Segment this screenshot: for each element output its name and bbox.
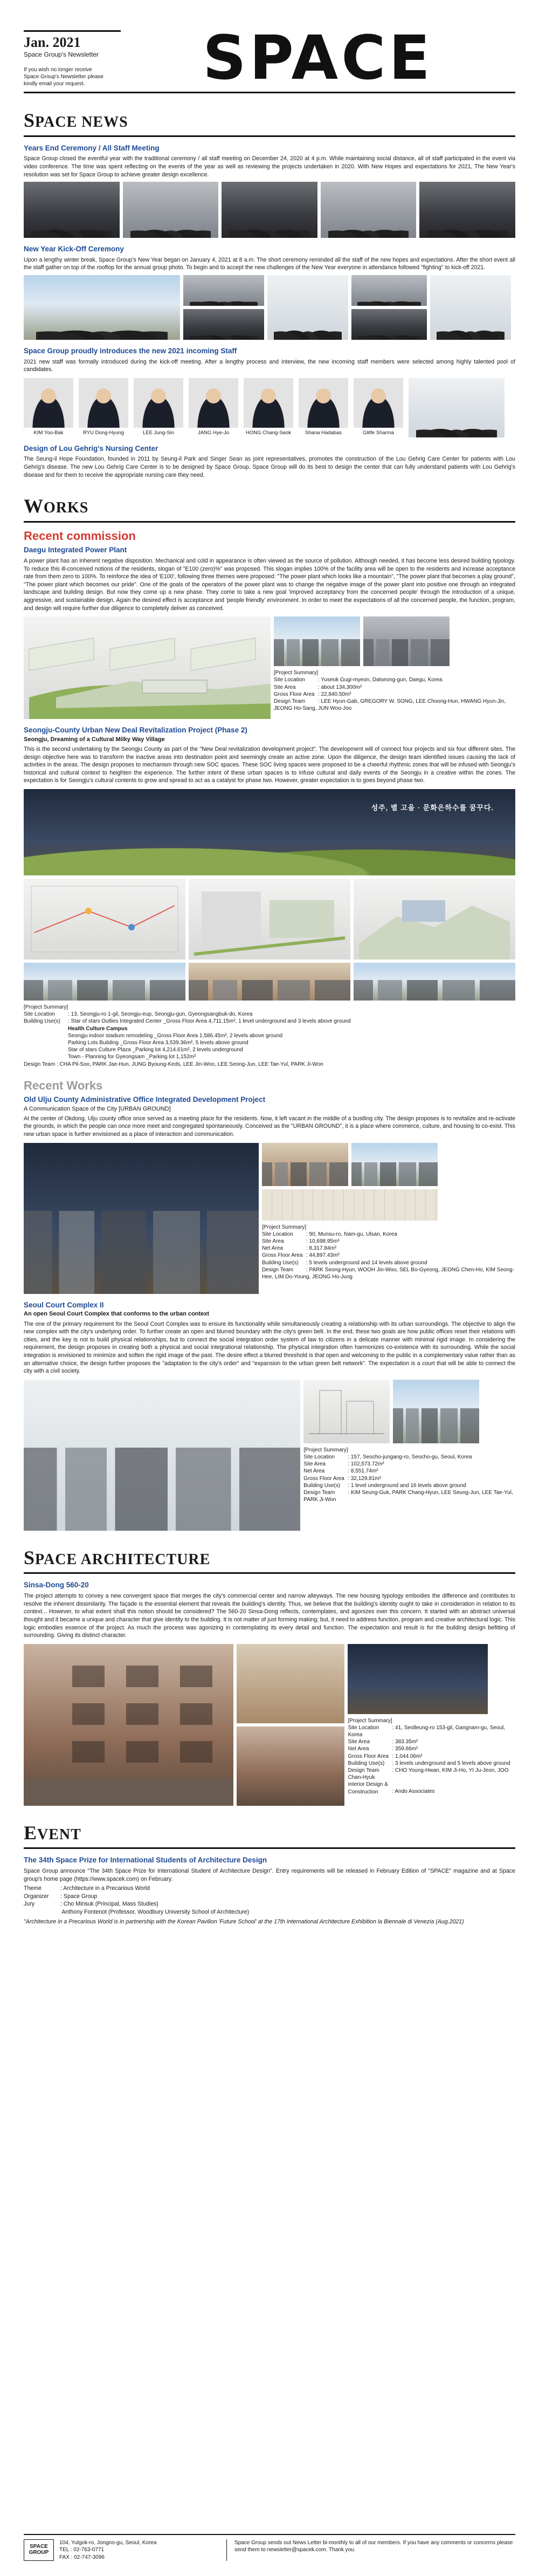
event-photo xyxy=(183,275,264,306)
summary-key: Design Team xyxy=(303,1489,335,1496)
summary-key: Gross Floor Area xyxy=(273,691,315,697)
section-initial: S xyxy=(24,1546,36,1568)
sinsa-right xyxy=(348,1644,515,1806)
interior-render xyxy=(262,1189,438,1221)
summary-key: Site Location xyxy=(303,1454,335,1460)
plan-svg xyxy=(189,879,350,960)
daegu-photos xyxy=(274,616,515,666)
story-lou-gehrig xyxy=(24,444,515,479)
section-label: ORKS xyxy=(44,499,89,517)
event-value: Anthony Fontenot (Professor, Woodbury University School of Architecture) xyxy=(60,1909,250,1916)
section-event xyxy=(24,1820,515,1849)
daegu-diagram xyxy=(24,616,271,719)
summary-value: : 1,044.06m² xyxy=(392,1753,423,1759)
story-title: New Year Kick-Off Ceremony xyxy=(24,245,124,254)
summary-value: : LEE Hyun-Gab, GREGORY W. SONG, LEE Choong-Hun, HWANG Hyun-Jin, JEONG Ho-Sang, JUN Woo-Joo xyxy=(273,698,506,712)
section-initial: S xyxy=(24,109,36,131)
sinsa-facade-photo xyxy=(24,1644,233,1806)
story-body: The Seung-il Hope Foundation, founded in 2011 by Seung-il Park and Singer Sean as joint representatives, promotes the construction of the Lou Gehrig Care Center for patients with Lou Gehrig's disease. The new Lou Gehrig Care Center is to be designed by Space Group. Space Group will do its best to design the center that can fully understand patients with Lou Gehrig's disease and for them to receive the appropriate nursing care they need. xyxy=(24,456,515,478)
event-photo xyxy=(267,275,348,340)
summary-title: [Project Summary] xyxy=(348,1717,392,1724)
summary-row xyxy=(303,1475,515,1482)
portrait-photo xyxy=(79,378,128,428)
event-title: The 34th Space Prize for International Students of Architecture Design xyxy=(24,1856,267,1865)
section-initial: E xyxy=(24,1821,38,1844)
staff-group-photo xyxy=(409,378,505,437)
story-years-end xyxy=(24,143,515,238)
story-title: Space Group proudly introduces the new 2021 incoming Staff xyxy=(24,346,237,355)
event-photo xyxy=(222,182,317,238)
sinsa-detail-photo xyxy=(237,1644,344,1723)
summary-key: Building Use(s) xyxy=(303,1482,341,1489)
event-photo xyxy=(24,182,120,238)
ulju-aerial-render xyxy=(24,1143,259,1294)
summary-key: Building Use(s) xyxy=(261,1259,299,1266)
project-title: Seongju-County Urban New Deal Revitalization Project (Phase 2) xyxy=(24,726,247,735)
summary-row xyxy=(262,1259,515,1266)
summary-key: Site Area xyxy=(303,1461,326,1468)
summary-row xyxy=(262,1245,515,1252)
sinsa-detail-photo xyxy=(237,1727,344,1806)
summary-key: Site Location xyxy=(261,1231,293,1237)
summary-key: Site Location xyxy=(273,677,305,683)
event-photo xyxy=(351,309,427,340)
section-works xyxy=(24,493,515,523)
ulju-images xyxy=(24,1143,515,1294)
event-photo xyxy=(430,275,511,340)
project-body: The one of the primary requirement for the Seoul Court Complex was to ensure its functionality while simultaneously creating a relationship with its urban surroundings. The objective to align the new complex with the city's underlying order. To further create an open and blurred boundary with the city's green belt. In the end, these two goals are how public offices reset their relations with cities, and the key is not to build physical relationships, but to connect the social integration order system of law to citizens in a delicate manner with minimal rigid image. In considering the requirement, the design proposes in creating both a physical and social integrational relationship. The physical integration often harmonizes co-existence with its surrounding. While the social integration is envisioned to minimize and soften the rigid image of the past. The desire effect a blurred threshold is that open and welcoming to the public in a complementary value rather than as an alternative choice, the design further proposes the "adaptation to the city's order" and "expansion to the urban green belt network". The expectation is a court that will be able to connect the city with a civil society. xyxy=(24,1320,515,1375)
summary-key: Site Area xyxy=(348,1739,370,1745)
summary-row xyxy=(303,1461,515,1468)
summary-row xyxy=(348,1767,515,1781)
daegu-images xyxy=(24,616,515,719)
summary-value: : Star of stars Outlies Integrated Center _Gross Floor Area 4,711.15m², 1 level underground and 3 levels above ground xyxy=(68,1018,351,1025)
summary-row xyxy=(303,1468,515,1475)
summary-key: Gross Floor Area xyxy=(348,1753,389,1759)
event-key: Theme xyxy=(24,1885,42,1892)
section-label: PACE NEWS xyxy=(35,114,128,131)
project-body: A power plant has an inherent negative disposition. Mechanical and cold in appearance is often viewed as the source of pollution. Although needed, it has become less desired building typology. To reduce this ill-conceived notions of the residents, slogan of "E100 (zero)%" was proposed. This slogan implies 100% of the facility area will be open to the residents and increase acceptance rate from them zero to 100%. To reinforce the idea of 'E100', following three themes were proposed: "The power plant which looks like a mountain", "The power plant that becomes a play ground", "The power plant which becomes our pride". One of the goals of the operators of the power plant was to change the negative image of the power plant into positive one through an integrated landscape and building design. But now they come up a new phase. They come to take a new goal 'improved acceptancy from the concerned people' through the introduction of a unique, aggressive, and sustainable design. Again the desired effect is acceptance and 'people friendly' environment. In order to meet the expectations of all the concerned people, the function, program, and design will require further due diligence to completely deliver as conceived. xyxy=(24,557,515,612)
summary-row xyxy=(274,698,515,712)
summary-value: : 22,840.50m² xyxy=(317,691,351,697)
footer-address: 104, Yulgok-ro, Jongno-gu, Seoul, Korea xyxy=(59,2539,157,2546)
summary-row xyxy=(262,1266,515,1280)
summary-row xyxy=(274,684,515,691)
project-subtitle: Seongju, Dreaming of a Cultural Milky Way Village xyxy=(24,736,165,743)
staff-name: LEE Jung-Sin xyxy=(142,429,175,436)
seoul-side xyxy=(303,1380,515,1531)
hero-landscape xyxy=(24,828,515,875)
summary-key: Design Team xyxy=(261,1266,294,1273)
story-body: Space Group closed the eventful year with the traditional ceremony / all staff meeting on December 24, 2020 at 4 p.m. While maintaining social distance, all of staff participated in the event via video conference. The time was spent reflecting on the events of the year as well as reviewing the projects undertaken in 2020. With New Hopes and expectations for 2021, The New Year's resolution was set for Space Group to achieve greater design excellence. xyxy=(24,155,515,178)
section-initial: W xyxy=(24,495,44,517)
sinsa-images xyxy=(24,1644,515,1806)
footer-fax: FAX : 02-747-3096 xyxy=(59,2554,105,2560)
staff-name: HONG Chang-Seok xyxy=(246,429,291,436)
event-value: : Cho Minsuk (Principal, Mass Studies) xyxy=(60,1901,158,1908)
recent-commission-heading: Recent commission xyxy=(24,529,136,543)
project-summary xyxy=(24,1004,515,1068)
project-body: The project attempts to convey a new convergent space that merges the city's commercial center and narrow alleyways. The new housing typology embodies the difference and contributes to resolve the inherent dissimilarity. The façade is the essential element that reveals the building's identity. Thus, we believe that the building's identity ought to take in consideration in relation to its context... However, to what extent shall this notion should be considered? The 560-20 Sinsa-Dong reflects, contemplates, and agonizes over this concern. It started with an abstract universal thought and it became a unique and character that give identity to the building. It is not matter of just forming making; but, it need to address function, program and creative architectural logic. This logic embodies essence of the project. As much the process was agonizing in contemplating its every detail and function. The expectation and result is for the building design befitting of surrounding. Giving its distinct character. xyxy=(24,1593,515,1639)
photo-stack xyxy=(351,275,427,340)
seoul-court-render xyxy=(24,1380,300,1531)
summary-value: : Ando Associates xyxy=(392,1789,435,1795)
group-photo xyxy=(24,275,180,340)
summary-key: Gross Floor Area xyxy=(303,1475,344,1482)
seongju-plans xyxy=(24,879,515,960)
section-svg xyxy=(303,1380,390,1443)
unsubscribe-note: If you wish no longer receive Space Group's Newsletter please kindly email your request. xyxy=(24,67,104,87)
summary-value: : 8,317.84m² xyxy=(306,1245,337,1252)
plan-svg xyxy=(354,879,515,960)
summary-key: Gross Floor Area xyxy=(261,1252,303,1259)
portrait-photo xyxy=(299,378,348,428)
issue-date: Jan. 2021 xyxy=(24,35,81,50)
summary-extra-row: Seongju indoor stadium remodeling _Gross Floor Area 1,586.45m², 2 levels above ground xyxy=(68,1032,283,1039)
summary-row xyxy=(348,1738,515,1745)
summary-key: Site Location xyxy=(24,1011,55,1018)
project-title: Old Ulju County Administrative Office Integrated Development Project xyxy=(24,1095,266,1104)
summary-key: Design Team xyxy=(273,698,306,704)
staff-name: KIM Yoo-Bak xyxy=(33,429,64,436)
project-summary xyxy=(303,1447,515,1504)
summary-extra-row: Parking Lots Building _Gross Floor Area 3,539.36m², 5 levels above ground xyxy=(68,1039,248,1046)
section-space-news xyxy=(24,107,515,137)
plan-drawing xyxy=(24,879,185,960)
summary-extra-row: Star of stars Culture Plaza _Parking lot 4,214.61m², 2 levels underground xyxy=(68,1047,243,1053)
site-photo xyxy=(363,616,450,666)
project-subtitle: An open Seoul Court Complex that conforms to the urban context xyxy=(24,1311,210,1318)
project-title: Daegu Integrated Power Plant xyxy=(24,546,127,554)
recent-works-heading: Recent Works xyxy=(24,1078,103,1092)
story-kickoff xyxy=(24,244,515,340)
summary-key: Net Area xyxy=(303,1468,325,1475)
staff-portrait xyxy=(134,378,183,437)
summary-row xyxy=(24,1018,515,1025)
summary-value: : 359.66m² xyxy=(392,1746,418,1752)
staff-name: RYU Dong-Hyung xyxy=(83,429,124,436)
seongju-perspectives xyxy=(24,963,515,1001)
portrait-photo xyxy=(354,378,403,428)
space-logo: SPACE xyxy=(203,23,433,93)
summary-value: : 90, Munsu-ro, Nam-gu, Ulsan, Korea xyxy=(306,1231,397,1237)
footer xyxy=(24,2534,515,2561)
project-body: At the center of Okdong, Ulju county office once served as a meeting place for the residents. Now, it left vacant in the middle of a bustling city. The design proposes is to revitalize and re-activate the grounds, in which the people can once more meet and congregated spontaneously. Conceived as the "URBAN GROUND", it is a place where commerce, culture, and housing to co-exist. This new urban space is further envisioned as a place of interaction and communication. xyxy=(24,1115,515,1138)
summary-value: : KIM Seung-Guk, PARK Chang-Hyun, LEE Seung-Jun, LEE Tae-Yul, PARK Ji-Won xyxy=(303,1489,513,1503)
summary-row xyxy=(262,1252,515,1259)
project-seongju xyxy=(24,725,515,1068)
staff-name: Shana Hadabas xyxy=(305,429,342,436)
staff-portrait xyxy=(24,378,73,437)
project-title: Seoul Court Complex II xyxy=(24,1300,104,1309)
summary-row xyxy=(348,1781,515,1795)
portrait-photo xyxy=(24,378,73,428)
story-body: 2021 new staff was formally introduced during the kick-off meeting. After a lengthy process and interview, the new incoming staff members were selected among highly talented pool of candidates. xyxy=(24,358,515,373)
ulju-photos xyxy=(262,1143,515,1186)
sinsa-middle xyxy=(237,1644,344,1806)
perspective-image xyxy=(189,963,350,1001)
staff-portrait xyxy=(299,378,348,437)
portrait-photo xyxy=(189,378,238,428)
event-body: Space Group announce "The 34th Space Prize for International Student of Architecture Design". Entry requirements will be released in February Edition of "SPACE" magazine and at Space group's home page (https://www.spacek.com) on February. xyxy=(24,1868,515,1882)
event-photo xyxy=(321,182,417,238)
event-value: : Space Group xyxy=(60,1893,98,1900)
summary-title: [Project Summary] xyxy=(303,1447,348,1453)
ulju-side xyxy=(262,1143,515,1294)
seoul-images xyxy=(24,1380,515,1531)
summary-key: Design Team xyxy=(348,1767,379,1774)
summary-key: Net Area xyxy=(261,1245,283,1252)
newsletter-title: Space Group's Newsletter xyxy=(24,51,99,59)
summary-row xyxy=(274,676,515,683)
summary-value: : 383.35m² xyxy=(392,1739,418,1745)
render-photo xyxy=(262,1143,348,1186)
summary-row xyxy=(262,1231,515,1238)
staff-portrait xyxy=(189,378,238,437)
story-title: Design of Lou Gehrig's Nursing Center xyxy=(24,444,158,453)
project-summary xyxy=(348,1717,515,1796)
project-summary xyxy=(274,669,515,712)
staff-portraits xyxy=(24,378,515,437)
render-photo xyxy=(393,1380,479,1443)
photo-row xyxy=(24,275,515,340)
section-label: PACE ARCHITECTURE xyxy=(35,1551,211,1568)
summary-extra xyxy=(24,1025,515,1061)
project-summary xyxy=(262,1224,515,1281)
summary-row xyxy=(303,1482,515,1489)
event-key: Jury xyxy=(24,1901,35,1908)
project-body: This is the second undertaking by the Seongju County as part of the "New Deal revitalization development project". The development will of connect four projects and six four different sites. The design objective here was to transform the inactive areas into destination point and seemingly create an active zone. Upon the diligence, the design team identified issues causing the lack of activities in the areas. The design proposes to mechanism through new SOC spaces. These SOC living spaces were proposed to be a cheerful rhythmic zones that will be infused with Seongju's historical and cultural context to heighten the experience. The further intent of these urban spaces is to infuse cultural and daily events of the Seongju in a creative within the zones. The expectation is for Seongju's cultural contents to grow and spread to act as a catalyst for phase two. However, greater expectation is to goes beyond phase two. xyxy=(24,745,515,784)
summary-key: Site Location xyxy=(348,1724,379,1731)
staff-portrait xyxy=(79,378,128,437)
summary-row xyxy=(262,1238,515,1245)
summary-value: : 32,129.81m² xyxy=(348,1475,381,1482)
render-photo xyxy=(351,1143,438,1186)
summary-key: Building Use(s) xyxy=(348,1760,385,1766)
summary-row xyxy=(274,691,515,698)
event-row xyxy=(24,1900,515,1908)
masthead-info xyxy=(24,30,121,86)
summary-value: : CHO Young-Hwan, KIM Ji-Ho, YI Ju-Jeon, JOO Chan-Hyuk xyxy=(348,1767,509,1781)
footer-divider xyxy=(226,2539,227,2561)
summary-row xyxy=(348,1724,515,1738)
summary-key: Building Use(s) xyxy=(24,1018,60,1025)
summary-key: Net Area xyxy=(348,1746,369,1752)
summary-key: Interior Design & Construction xyxy=(348,1782,388,1795)
event-photo xyxy=(351,275,427,306)
footer-address-block xyxy=(59,2539,221,2561)
perspective-image xyxy=(354,963,515,1001)
event-photo xyxy=(123,182,219,238)
event-key: Organizer xyxy=(24,1893,49,1900)
event-space-prize xyxy=(24,1855,515,1926)
summary-value: : 1 level underground and 16 levels above ground xyxy=(348,1482,466,1489)
seoul-photos xyxy=(303,1380,515,1443)
summary-value: : 44,897.43m² xyxy=(306,1252,340,1259)
summary-value: : 10,698.95m² xyxy=(306,1238,340,1245)
section-drawing xyxy=(303,1380,390,1443)
portrait-photo xyxy=(244,378,293,428)
story-body: Upon a lengthy winter break, Space Group's New Year began on January 4, 2021 at 8 a.m. The short ceremony reminded all the staff of the new hopes and expectations. After the short event all the staff gather on top of the rooftop for the annual group photo. To begin and to accept the new challenges of the New Year everyone in attendance followed "fighting" to kick-off 2021. xyxy=(24,256,515,271)
summary-title: [Project Summary] xyxy=(261,1224,307,1230)
project-sinsa xyxy=(24,1580,515,1805)
footer-tel: TEL : 02-763-0771 xyxy=(59,2547,105,2553)
event-details xyxy=(24,1885,515,1916)
event-row xyxy=(24,1908,515,1916)
perspective-image xyxy=(24,963,185,1001)
summary-extra-row: Town - Planning for Gyeongsam _Parking lot 1,152m² xyxy=(68,1054,196,1060)
summary-row xyxy=(303,1454,515,1461)
photo-stack xyxy=(183,275,264,340)
section-label: VENT xyxy=(37,1826,81,1843)
summary-value: : 102,573.72m² xyxy=(348,1461,384,1468)
summary-value: : Yuseok Gugi-myeon, Dalseong-gun, Daegu, Korea xyxy=(317,677,443,683)
plan-drawing xyxy=(354,879,515,960)
summary-value: : 8,551.74m² xyxy=(348,1468,378,1475)
staff-portrait xyxy=(354,378,403,437)
summary-value: : about 134,300m² xyxy=(317,684,362,690)
daegu-side xyxy=(274,616,515,719)
staff-portrait xyxy=(244,378,293,437)
summary-value: : 5 levels underground and 14 levels above ground xyxy=(306,1259,427,1266)
facade-svg xyxy=(24,1644,233,1806)
staff-name: JANG Hye-Jo xyxy=(197,429,230,436)
project-daegu xyxy=(24,545,515,719)
footer-note: Space Group sends out News Letter bi-monthly to all of our members. If you have any comments or concerns please send them to newsletter@spacek.com. Thank you. xyxy=(234,2539,513,2553)
portrait-photo xyxy=(134,378,183,428)
summary-row xyxy=(348,1753,515,1760)
staff-name: Glitfe Sharma xyxy=(362,429,395,436)
footer-logo: SPACE GROUP xyxy=(24,2539,54,2561)
summary-title: [Project Summary] xyxy=(24,1004,68,1011)
sinsa-night-photo xyxy=(348,1644,488,1714)
plan-drawing xyxy=(189,879,350,960)
summary-row: Design Team : CHA Pil-Soo, PARK Jae-Hun, JUNG Byoung-Keds, LEE Jin-Woo, LEE Seong-Jun, LEE Tae-Yul, PARK Ji-Won xyxy=(24,1061,323,1067)
event-photo xyxy=(419,182,515,238)
summary-value: : 3 levels underground and 5 levels above ground xyxy=(392,1760,510,1766)
logo-area xyxy=(121,23,515,93)
summary-key: Site Area xyxy=(261,1238,284,1245)
summary-row xyxy=(348,1760,515,1767)
event-photo xyxy=(183,309,264,340)
summary-key: Site Area xyxy=(273,684,296,690)
story-title: Years End Ceremony / All Staff Meeting xyxy=(24,143,160,152)
event-note: "Architecture in a Precarious World is in partnership with the Korean Pavilion 'Future School' at the 17th International Architecture Exhibition la Biennale di Venezia (Aug.2021) xyxy=(24,1918,464,1925)
daegu-diagram-svg xyxy=(24,616,271,719)
summary-row xyxy=(348,1745,515,1752)
summary-value: : 157, Seocho-jungang-ro, Seocho-gu, Seoul, Korea xyxy=(348,1454,472,1460)
summary-value: : 41, Seolleung-ro 153-gil, Gangnam-gu, Seoul, Korea xyxy=(348,1724,506,1738)
summary-row xyxy=(24,1011,515,1018)
event-row xyxy=(24,1885,515,1893)
masthead xyxy=(24,0,515,93)
event-row xyxy=(24,1893,515,1901)
summary-row xyxy=(303,1489,515,1503)
story-new-staff xyxy=(24,346,515,437)
seongju-hero-image xyxy=(24,789,515,875)
project-old-ulju xyxy=(24,1095,515,1294)
project-seoul-court xyxy=(24,1300,515,1531)
summary-extra-row: Health Culture Campus xyxy=(68,1025,128,1032)
photo-row xyxy=(24,182,515,238)
event-value: : Architecture in a Precarious World xyxy=(60,1885,150,1892)
project-subtitle: A Communication Space of the City [URBAN GROUND] xyxy=(24,1105,171,1112)
section-space-architecture xyxy=(24,1545,515,1574)
summary-value: : PARK Seong-Hyun, WOOH Jin-Woo, SEL Bo-Gyeong, JEONG Chen-Ho, KIM Seong-Hee, LIM Do-Young, JEONG Ho-Jung xyxy=(261,1266,515,1280)
site-photo xyxy=(274,616,360,666)
plan-svg xyxy=(24,879,185,960)
hero-caption: 성주, 별 고을 · 문화은하수를 꿈꾸다. xyxy=(371,804,494,812)
summary-value: : 13, Seongju-ro 1-gil, Seongju-eup, Seongju-gun, Gyeongsangbuk-do, Korea xyxy=(68,1011,253,1018)
summary-title: [Project Summary] xyxy=(273,670,319,676)
project-title: Sinsa-Dong 560-20 xyxy=(24,1581,89,1590)
